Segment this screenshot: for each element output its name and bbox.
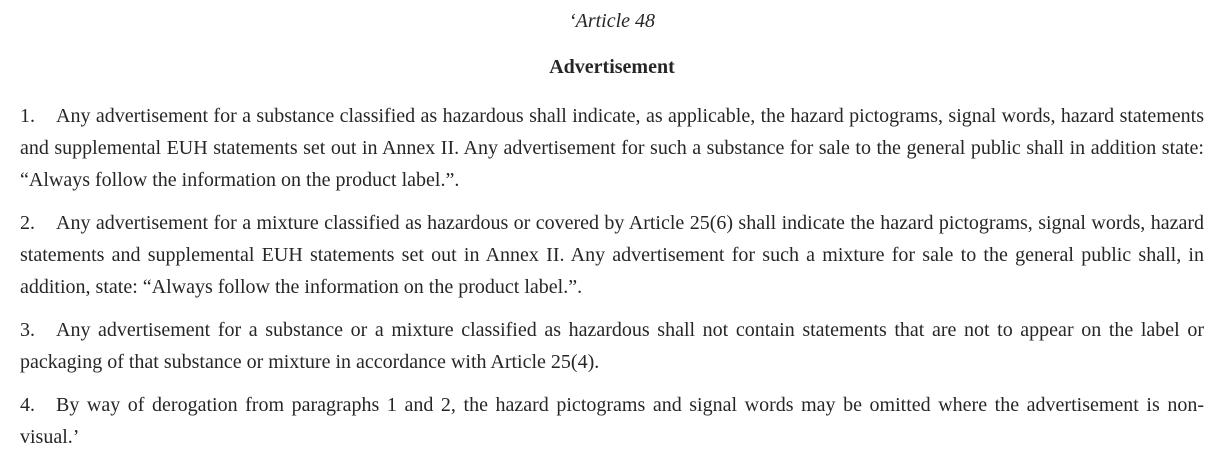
section-title: Advertisement <box>549 56 675 78</box>
paragraph-4-number: 4. <box>20 394 35 416</box>
paragraph-2-text: Any advertisement for a mixture classified as hazardous or covered by Article 25(6) shall indicate the hazard pictograms, signal words, hazard statements and supplemental EUH statements set out in Annex II. Any advertisement for such a mixture for sale to the general public shall, in addition, state: “Always follow the information on the product label.”. <box>20 212 1204 298</box>
paragraph-3-text: Any advertisement for a substance or a mixture classified as hazardous shall not contain statements that are not to appear on the label or packaging of that substance or mixture in accordance with Article 25(4). <box>20 319 1204 373</box>
paragraph-3-number: 3. <box>20 319 35 341</box>
paragraph-1 <box>20 100 1204 196</box>
paragraph-1-number: 1. <box>20 105 35 127</box>
paragraph-1-text: Any advertisement for a substance classified as hazardous shall indicate, as applicable, the hazard pictograms, signal words, hazard statements and supplemental EUH statements set out in Annex II. Any advertisement for such a substance for sale to the general public shall in addition state: “Always follow the information on the product label.”. <box>20 105 1204 191</box>
paragraph-4-text: By way of derogation from paragraphs 1 and 2, the hazard pictograms and signal words may be omitted where the advertisement is non-visual.’ <box>20 394 1204 448</box>
paragraph-3 <box>20 314 1204 378</box>
paragraph-4 <box>20 389 1204 453</box>
article-title: ‘Article 48 <box>568 10 656 32</box>
paragraph-2-number: 2. <box>20 212 35 234</box>
paragraph-list <box>20 100 1204 453</box>
paragraph-2 <box>20 207 1204 303</box>
